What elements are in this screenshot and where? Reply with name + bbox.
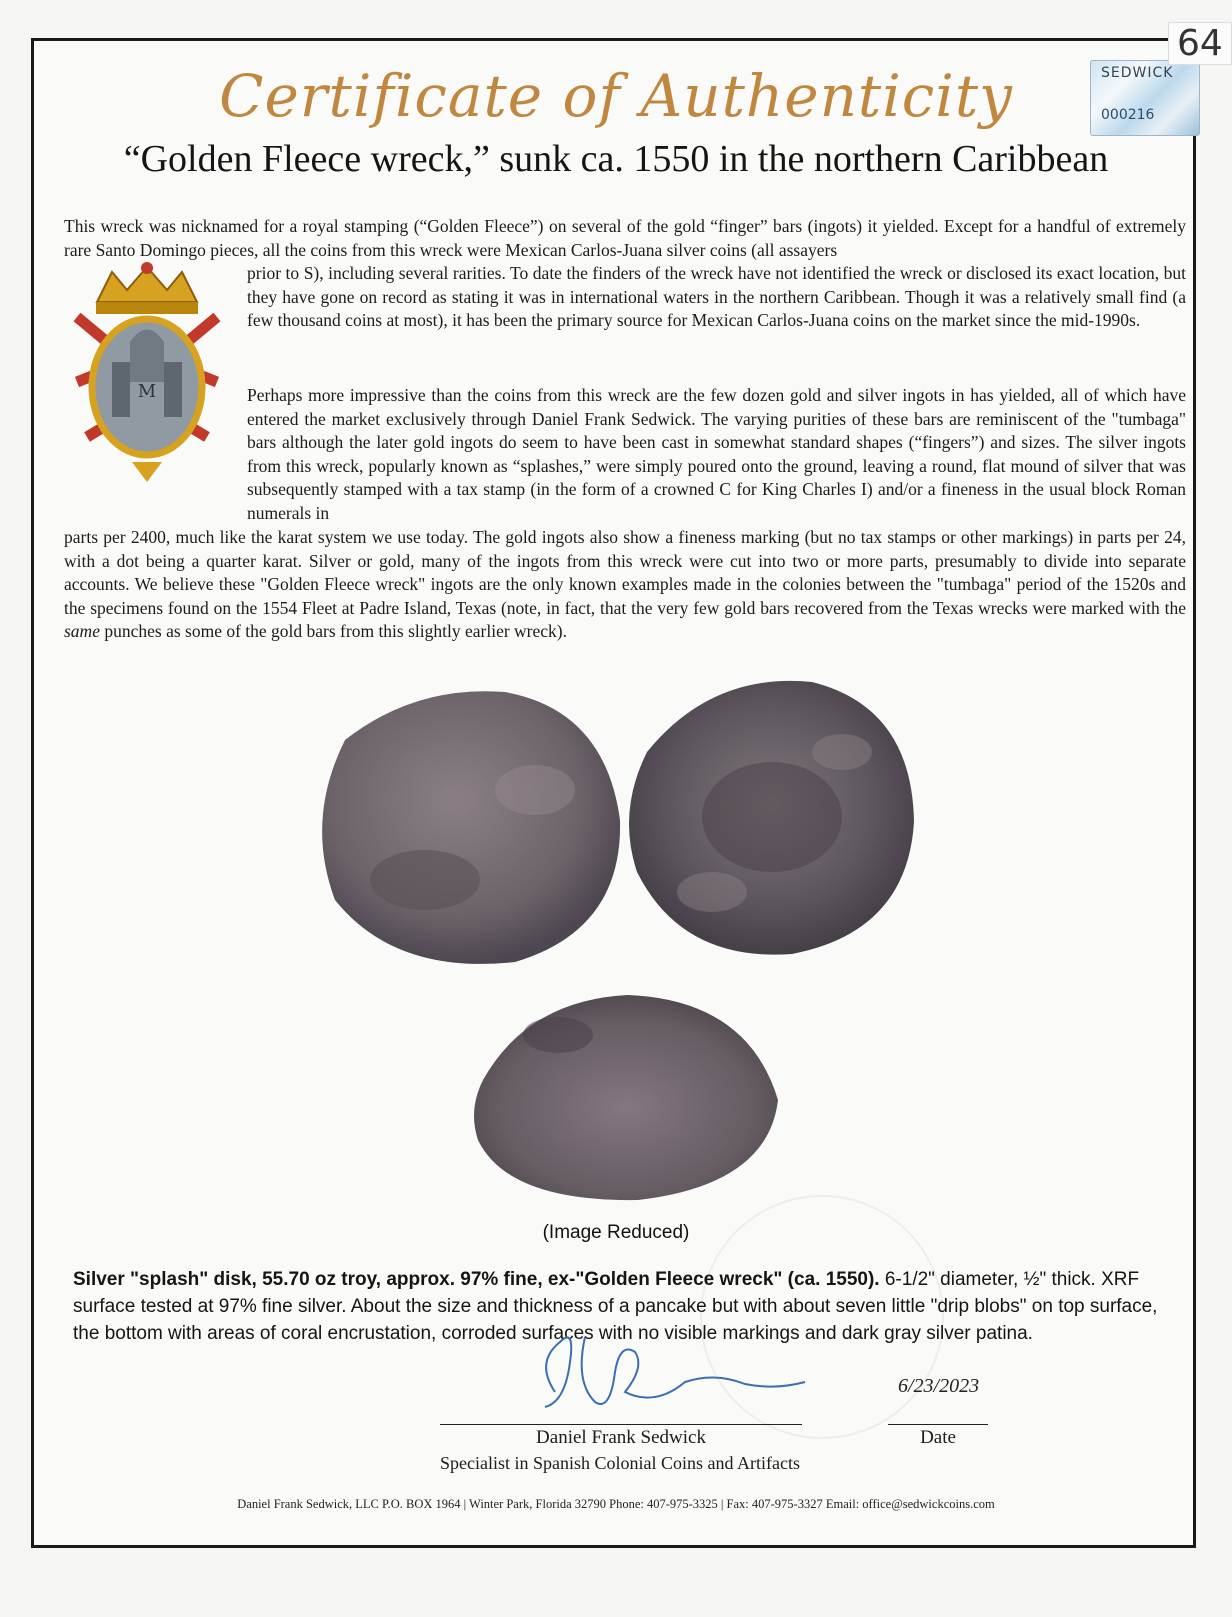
date-label: Date [920, 1427, 956, 1448]
signer-title: Specialist in Spanish Colonial Coins and Artifacts [440, 1453, 800, 1473]
emphasis-same: same [64, 621, 100, 641]
paragraph-2-continued [64, 526, 1186, 644]
signature-icon [515, 1322, 815, 1417]
signer-name: Daniel Frank Sedwick [536, 1427, 706, 1448]
hologram-brand: SEDWICK [1101, 65, 1174, 81]
paragraph-2-text: parts per 2400, much like the karat system we use today. The gold ingots also show a fineness marking (but no tax stamps or other markings) in parts per 24, with a dot being a quarter karat. Silver or gold, many of the ingots from this wreck were cut into two or more parts, presumably to divide into separate accounts. We believe these "Golden Fleece wreck" ingots are the only known examples made in the colonies between the "tumbaga" period of the 1520s and the specimens found on the 1554 Fleet at Padre Island, Texas (note, in fact, that the very few gold bars recovered from the Texas wrecks were marked with the [64, 527, 1186, 618]
svg-text:M: M [137, 381, 157, 402]
item-description-title: Silver "splash" disk, 55.70 oz troy, approx. 97% fine, ex-"Golden Fleece wreck" (ca. 1550). [73, 1269, 880, 1290]
paragraph-2-intro: Perhaps more impressive than the coins from this wreck are the few dozen gold and silver ingots in has yielded, all of which have entered the market exclusively through Daniel Frank Sedwick. The varying purities of these bars are reminiscent of the "tumbaga" bars although the later gold ingots do seem to have been cast in somewhat standard shapes (“fingers”) and sizes. The silver ingots from this wreck, popularly known as “splashes,” were simply poured onto the ground, leaving a round, flat mound of silver that was subsequently stamped with a tax stamp (in the form of a crowned C for King Charles I) and/or a fineness in the usual block Roman numerals in [247, 385, 1186, 523]
date-line [888, 1424, 988, 1425]
footer-contact: Daniel Frank Sedwick, LLC P.O. BOX 1964 | Winter Park, Florida 32790 Phone: 407-975-3325 | Fax: 407-975-3327 Email: office@sedwickcoins.com [237, 1497, 995, 1511]
paragraph-1-intro: This wreck was nicknamed for a royal stamping (“Golden Fleece”) on several of the gold “finger” bars (ingots) it yielded. Except for a handful of extremely rare Santo Domingo pieces, all the coins from this wreck were Mexican Carlos-Juana silver coins (all assayers [64, 216, 1186, 260]
signature-line [440, 1424, 802, 1425]
certificate-title: Certificate of Authenticity [219, 62, 1013, 130]
coin-photo-bottom [468, 990, 783, 1205]
coin-photo-top-left [305, 680, 625, 970]
paragraph-2-ending: punches as some of the gold bars from this slightly earlier wreck). [99, 621, 567, 641]
coin-photo-top-right [622, 672, 922, 962]
handwritten-lot-number: 64 [1168, 22, 1232, 65]
image-reduced-note: (Image Reduced) [542, 1222, 690, 1243]
paragraph-1-continued: prior to S), including several rarities. To date the finders of the wreck have not identified the wreck or disclosed its exact location, but they have gone on record as stating it was in international waters in the northern Caribbean. Though it was a relatively small find (a few thousand coins at most), it has been the primary source for Mexican Carlos-Juana coins on the market since the mid-1990s. [247, 263, 1186, 330]
item-description-details: 6-1/2" diameter, ½" thick. XRF surface tested at 97% fine silver. About the size and thickness of a pancake but with about seven little "drip blobs" on top surface, the bottom with areas of coral encrustation, corroded surfaces with no visible markings and dark gray silver patina. [73, 1269, 1158, 1344]
hologram-serial: 000216 [1101, 107, 1155, 123]
certificate-subtitle: “Golden Fleece wreck,” sunk ca. 1550 in the northern Caribbean [123, 138, 1109, 180]
royal-crest-icon [72, 262, 222, 492]
signature-date-value: 6/23/2023 [898, 1375, 980, 1397]
